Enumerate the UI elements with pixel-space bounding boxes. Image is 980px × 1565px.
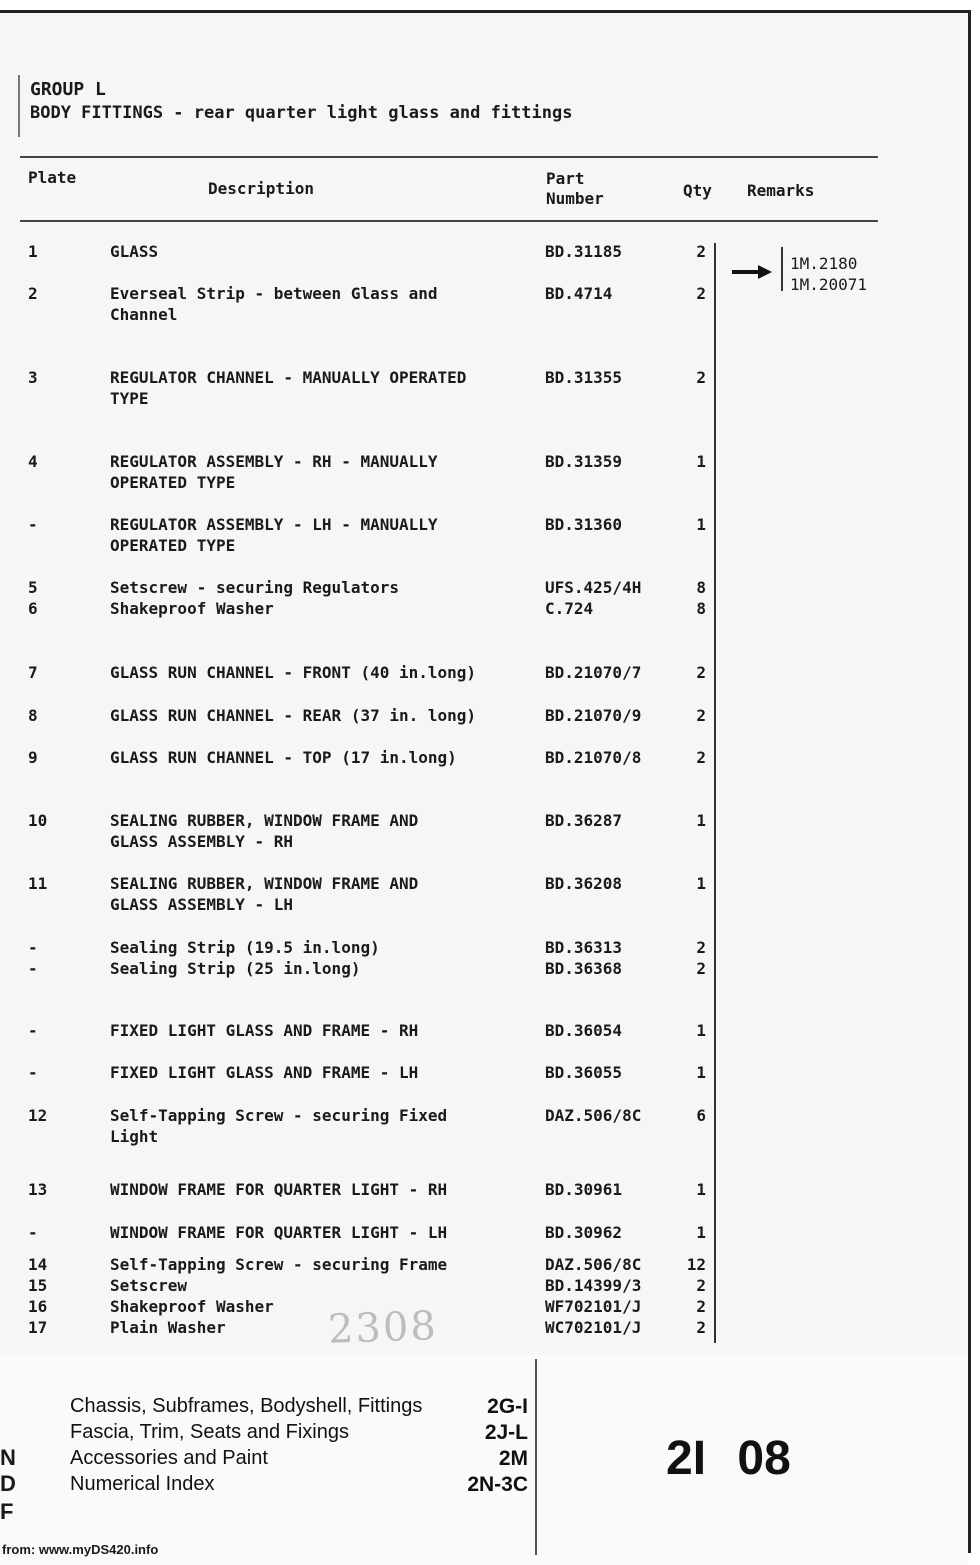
plate-number: 11 bbox=[28, 874, 48, 893]
part-number: BD.30962 bbox=[545, 1223, 623, 1242]
parts-page bbox=[0, 10, 971, 1553]
remarks-bracket bbox=[781, 247, 783, 291]
arrow-right-icon bbox=[732, 264, 772, 280]
part-number: DAZ.506/8C BD.14399/3 WF702101/J WC702101/J bbox=[545, 1255, 642, 1337]
index-code: 2N-3C bbox=[467, 1473, 528, 1496]
side-tab-letter: D bbox=[0, 1471, 16, 1496]
part-description: REGULATOR ASSEMBLY - LH - MANUALLY OPERATED TYPE bbox=[110, 515, 438, 555]
part-number: BD.31360 bbox=[545, 515, 623, 534]
part-qty: 12 2 2 2 bbox=[686, 1255, 706, 1337]
part-number: BD.21070/8 bbox=[545, 748, 642, 767]
remarks-serial-range: 1M.2180 1M.20071 bbox=[790, 254, 868, 294]
plate-number: - - bbox=[28, 938, 38, 978]
part-number: UFS.425/4H C.724 bbox=[545, 578, 642, 618]
side-tab-letter: F bbox=[0, 1499, 14, 1524]
index-label: Fascia, Trim, Seats and Fixings bbox=[70, 1421, 349, 1443]
col-remarks: Remarks bbox=[747, 181, 815, 200]
col-part-number: Part Number bbox=[546, 169, 604, 208]
part-number: BD.4714 bbox=[545, 284, 613, 303]
index-code: 2J-L bbox=[484, 1421, 528, 1444]
side-tab-letter: N bbox=[0, 1445, 16, 1470]
part-number: BD.21070/7 bbox=[545, 663, 642, 682]
qty-column-divider bbox=[714, 243, 716, 1343]
plate-number: - bbox=[28, 1021, 38, 1040]
part-number: BD.36055 bbox=[545, 1063, 623, 1082]
part-number: BD.31359 bbox=[545, 452, 623, 471]
part-qty: 2 2 bbox=[696, 938, 706, 978]
col-plate: Plate bbox=[28, 168, 77, 187]
plate-number: 1 bbox=[28, 242, 38, 261]
part-qty: 1 bbox=[696, 452, 706, 471]
group-header bbox=[18, 75, 880, 137]
plate-number: 7 bbox=[28, 663, 38, 682]
part-qty: 1 bbox=[696, 1223, 706, 1242]
source-site-text: from: www.myDS420.info bbox=[2, 1542, 159, 1557]
part-description: GLASS RUN CHANNEL - REAR (37 in. long) bbox=[110, 706, 477, 725]
part-number: BD.30961 bbox=[545, 1180, 623, 1199]
part-description: WINDOW FRAME FOR QUARTER LIGHT - LH bbox=[110, 1223, 448, 1242]
part-number: DAZ.506/8C bbox=[545, 1106, 642, 1125]
index-label: Numerical Index bbox=[70, 1473, 215, 1495]
col-description: Description bbox=[208, 179, 314, 198]
part-qty: 2 bbox=[696, 748, 706, 767]
plate-number: - bbox=[28, 515, 38, 534]
part-qty: 2 bbox=[696, 368, 706, 387]
section-subtitle: BODY FITTINGS - rear quarter light glass and fittings bbox=[30, 103, 573, 123]
part-number: BD.36313 BD.36368 bbox=[545, 938, 623, 978]
part-number: BD.36054 bbox=[545, 1021, 623, 1040]
plate-number: 4 bbox=[28, 452, 38, 471]
plate-number: - bbox=[28, 1223, 38, 1242]
part-qty: 6 bbox=[696, 1106, 706, 1125]
plate-number: 9 bbox=[28, 748, 38, 767]
part-description: WINDOW FRAME FOR QUARTER LIGHT - RH bbox=[110, 1180, 448, 1199]
part-description: SEALING RUBBER, WINDOW FRAME AND GLASS ASSEMBLY - RH bbox=[110, 811, 419, 851]
part-description: GLASS RUN CHANNEL - TOP (17 in.long) bbox=[110, 748, 457, 767]
part-description: REGULATOR ASSEMBLY - RH - MANUALLY OPERATED TYPE bbox=[110, 452, 438, 492]
part-number: BD.21070/9 bbox=[545, 706, 642, 725]
part-description: FIXED LIGHT GLASS AND FRAME - RH bbox=[110, 1021, 419, 1040]
index-code: 2M bbox=[498, 1447, 528, 1470]
part-description: Setscrew - securing Regulators Shakeproof Washer bbox=[110, 578, 399, 618]
page-number: 2I 08 bbox=[666, 1432, 791, 1485]
part-qty: 1 bbox=[696, 1021, 706, 1040]
plate-number: 5 6 bbox=[28, 578, 38, 618]
part-number: BD.36208 bbox=[545, 874, 623, 893]
part-number: BD.36287 bbox=[545, 811, 623, 830]
part-description: Everseal Strip - between Glass and Channel bbox=[110, 284, 438, 324]
part-description: GLASS bbox=[110, 242, 159, 261]
plate-number: 10 bbox=[28, 811, 48, 830]
part-qty: 1 bbox=[696, 515, 706, 534]
part-description: SEALING RUBBER, WINDOW FRAME AND GLASS ASSEMBLY - LH bbox=[110, 874, 419, 914]
header-rule-bottom bbox=[20, 220, 878, 222]
part-description: REGULATOR CHANNEL - MANUALLY OPERATED TYPE bbox=[110, 368, 467, 408]
part-number: BD.31355 bbox=[545, 368, 623, 387]
part-qty: 2 bbox=[696, 663, 706, 682]
part-description: Sealing Strip (19.5 in.long) Sealing Strip (25 in.long) bbox=[110, 938, 380, 978]
index-label: Accessories and Paint bbox=[70, 1447, 268, 1469]
plate-number: - bbox=[28, 1063, 38, 1082]
part-description: FIXED LIGHT GLASS AND FRAME - LH bbox=[110, 1063, 419, 1082]
part-qty: 8 8 bbox=[696, 578, 706, 618]
part-qty: 1 bbox=[696, 811, 706, 830]
plate-number: 14 15 16 17 bbox=[28, 1255, 48, 1337]
part-qty: 2 bbox=[696, 706, 706, 725]
part-description: GLASS RUN CHANNEL - FRONT (40 in.long) bbox=[110, 663, 477, 682]
index-label: Chassis, Subframes, Bodyshell, Fittings bbox=[70, 1395, 423, 1417]
index-code: 2G-I bbox=[487, 1395, 528, 1418]
section-index-footer bbox=[0, 1355, 968, 1565]
part-qty: 1 bbox=[696, 1063, 706, 1082]
plate-number: 2 bbox=[28, 284, 38, 303]
group-title: GROUP L bbox=[30, 79, 106, 100]
part-description: Self-Tapping Screw - securing Frame Setscrew Shakeproof Washer Plain Washer bbox=[110, 1255, 448, 1337]
part-qty: 1 bbox=[696, 874, 706, 893]
col-qty: Qty bbox=[683, 181, 712, 200]
plate-number: 13 bbox=[28, 1180, 48, 1199]
plate-number: 3 bbox=[28, 368, 38, 387]
part-description: Self-Tapping Screw - securing Fixed Light bbox=[110, 1106, 448, 1146]
part-number: BD.31185 bbox=[545, 242, 623, 261]
part-qty: 1 bbox=[696, 1180, 706, 1199]
part-qty: 2 bbox=[696, 284, 706, 303]
footer-divider bbox=[535, 1359, 537, 1555]
plate-number: 8 bbox=[28, 706, 38, 725]
handwritten-stamp: 2308 bbox=[327, 1303, 439, 1353]
header-rule-top bbox=[20, 156, 878, 158]
part-qty: 2 bbox=[696, 242, 706, 261]
plate-number: 12 bbox=[28, 1106, 48, 1125]
